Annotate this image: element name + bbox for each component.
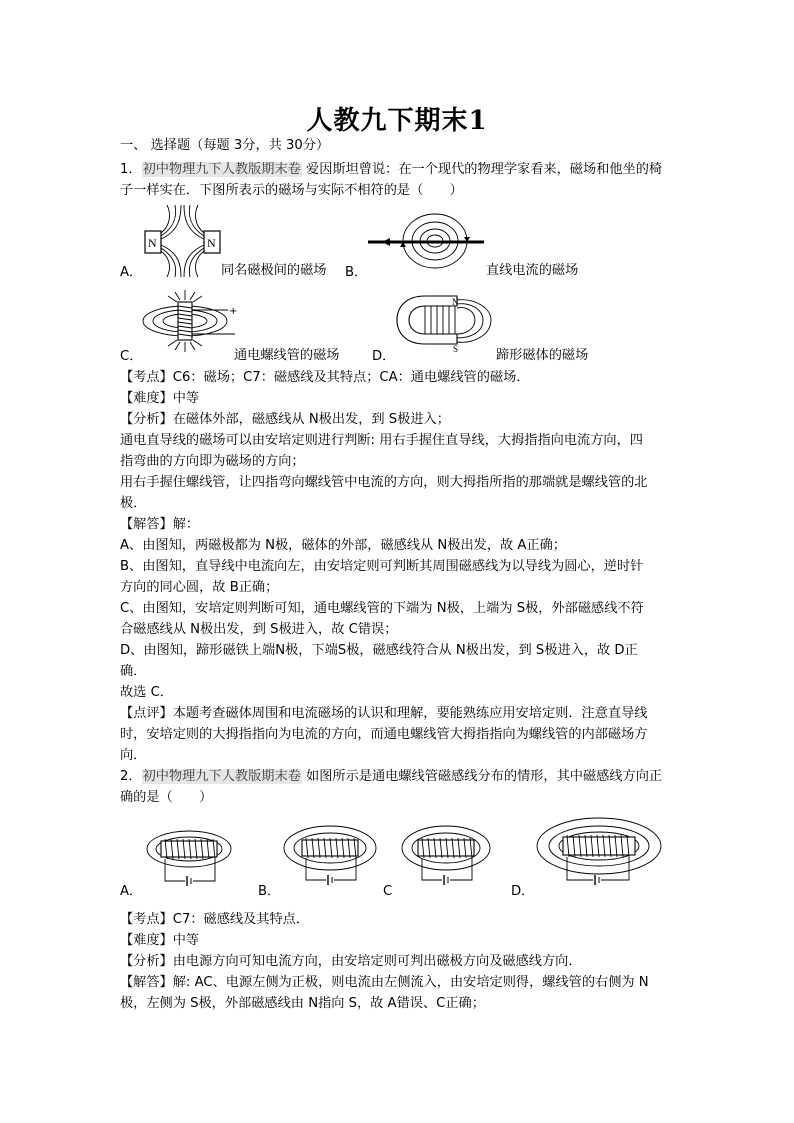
q1-jieda-1: A、由图知，两磁极都为 N极，磁体的外部，磁感线从 N极出发，故 A正确； bbox=[120, 538, 566, 553]
current-arrow-icon bbox=[382, 238, 390, 246]
q2-stem-line-2: 确的是（ ） bbox=[120, 790, 213, 805]
q1-jieda-head: 【解答】解： bbox=[120, 517, 200, 532]
horseshoe-magnet bbox=[397, 296, 457, 344]
q1-number: 1． bbox=[120, 162, 142, 177]
q1-answer: 故选 C． bbox=[120, 685, 173, 700]
q2-nandu: 【难度】中等 bbox=[120, 933, 200, 948]
q2-jieda-2: 极，左侧为 S极，外部磁感线由 N指向 S，故 A错误、C正确； bbox=[120, 996, 485, 1011]
q1-fenxi-3: 指弯曲的方向即为磁场的方向； bbox=[120, 454, 305, 469]
q2-number: 2． bbox=[120, 769, 142, 784]
q1-jieda-4: C、由图知，安培定则判断可知，通电螺线管的下端为 N极，上端为 S极，外部磁感线不符 bbox=[120, 601, 644, 616]
q1-stem-line-2: 子一样实在．下图所表示的磁场与实际不相符的是（ ） bbox=[120, 183, 463, 198]
q1-fenxi-2: 通电直导线的磁场可以由安培定则进行判断: 用右手握住直导线，大拇指指向电流方向，四 bbox=[120, 433, 643, 448]
terminal-plus-label: + bbox=[229, 306, 238, 317]
q1-dianping-3: 向． bbox=[120, 748, 147, 763]
q1-fenxi-5: 极． bbox=[120, 496, 147, 511]
q1-jieda-5: 合磁感线从 N极出发，到 S极进入，故 C错误； bbox=[120, 622, 398, 637]
magnet-right-n-label: N bbox=[207, 236, 216, 250]
q1-jieda-6: D、由图知，蹄形磁铁上端N极，下端S极，磁感线符合从 N极出发，到 S极进入，故 D正 bbox=[120, 643, 638, 658]
q2-option-b-letter: B． bbox=[258, 884, 281, 899]
q1-dianping-1: 【点评】本题考查磁体周围和电流磁场的认识和理解，要能熟练应用安培定则．注意直导线 bbox=[120, 706, 648, 721]
q1-option-c-letter: C． bbox=[120, 349, 143, 364]
magnet-left-n-label: N bbox=[148, 236, 157, 250]
section-heading: 一、 选择题（每题 3分，共 30分） bbox=[120, 138, 330, 153]
q1-figure-b-straight-wire bbox=[368, 212, 484, 276]
q1-option-a-letter: A． bbox=[120, 265, 143, 280]
field-lines-between-poles bbox=[425, 306, 455, 334]
q2-figure-c-solenoid bbox=[400, 820, 495, 890]
q1-option-c-label: 通电螺线管的磁场 bbox=[234, 348, 340, 363]
page-title: 人教九下期末1 bbox=[306, 106, 488, 136]
pole-n-label: N bbox=[452, 297, 459, 307]
q2-figure-b-solenoid bbox=[282, 820, 382, 890]
q1-option-a-label: 同名磁极间的磁场 bbox=[221, 263, 327, 278]
pole-s-label: S bbox=[453, 344, 459, 354]
q2-option-a-letter: A． bbox=[120, 884, 143, 899]
q1-option-d-label: 蹄形磁体的磁场 bbox=[496, 348, 589, 363]
q1-jieda-3: 方向的同心圆，故 B正确； bbox=[120, 580, 279, 595]
q1-stem-line-1 bbox=[120, 160, 662, 180]
q1-option-b-label: 直线电流的磁场 bbox=[486, 263, 579, 278]
q1-jieda-7: 确． bbox=[120, 664, 147, 679]
q2-figure-d-solenoid bbox=[535, 812, 665, 890]
q2-jieda-1: 【解答】解: AC、电源左侧为正极，则电流由左侧流入，由安培定则得，螺线管的右侧为 N bbox=[120, 975, 649, 990]
q1-fenxi-4: 用右手握住螺线管，让四指弯向螺线管中电流的方向，则大拇指所指的那端就是螺线管的北 bbox=[120, 475, 648, 490]
q1-nandu: 【难度】中等 bbox=[120, 391, 200, 406]
q1-kaodian: 【考点】C6：磁场；C7：磁感线及其特点；CA：通电螺线管的磁场． bbox=[120, 370, 530, 385]
field-lines-d bbox=[457, 300, 491, 343]
q2-option-d-letter: D． bbox=[511, 884, 535, 899]
q1-option-d-letter: D． bbox=[372, 349, 396, 364]
q1-dianping-2: 时，安培定则的大拇指指向为电流的方向，而通电螺线管大拇指指向为螺线管的内部磁场方 bbox=[120, 727, 648, 742]
q2-kaodian: 【考点】C7：磁感线及其特点． bbox=[120, 912, 310, 927]
q2-fenxi: 【分析】由电源方向可知电流方向，由安培定则可判出磁极方向及磁感线方向． bbox=[120, 954, 582, 969]
q1-source-tag: 初中物理九下人教版期末卷 bbox=[142, 162, 301, 177]
q2-stem-line-1 bbox=[120, 767, 662, 787]
q2-option-c-letter: C bbox=[383, 884, 393, 899]
q1-figure-d-horseshoe-magnet bbox=[395, 290, 495, 354]
q2-figure-a-solenoid bbox=[145, 825, 240, 890]
q1-figure-c-solenoid bbox=[140, 290, 240, 356]
q2-stem-text: 如图所示是通电螺线管磁感线分布的情形，其中磁感线方向正 bbox=[301, 769, 663, 784]
q1-fenxi-1: 【分析】在磁体外部，磁感线从 N极出发，到 S极进入； bbox=[120, 412, 450, 427]
q1-stem-text: 爱因斯坦曾说：在一个现代的物理学家看来，磁场和他坐的椅 bbox=[301, 162, 663, 177]
q1-option-b-letter: B． bbox=[345, 265, 368, 280]
field-lines-a bbox=[161, 205, 204, 277]
q2-source-tag: 初中物理九下人教版期末卷 bbox=[142, 769, 301, 784]
q1-jieda-2: B、由图知，直导线中电流向左，由安培定则可判断其周围磁感线为以导线为圆心，逆时针 bbox=[120, 559, 644, 574]
q1-figure-a-like-poles bbox=[135, 205, 230, 277]
